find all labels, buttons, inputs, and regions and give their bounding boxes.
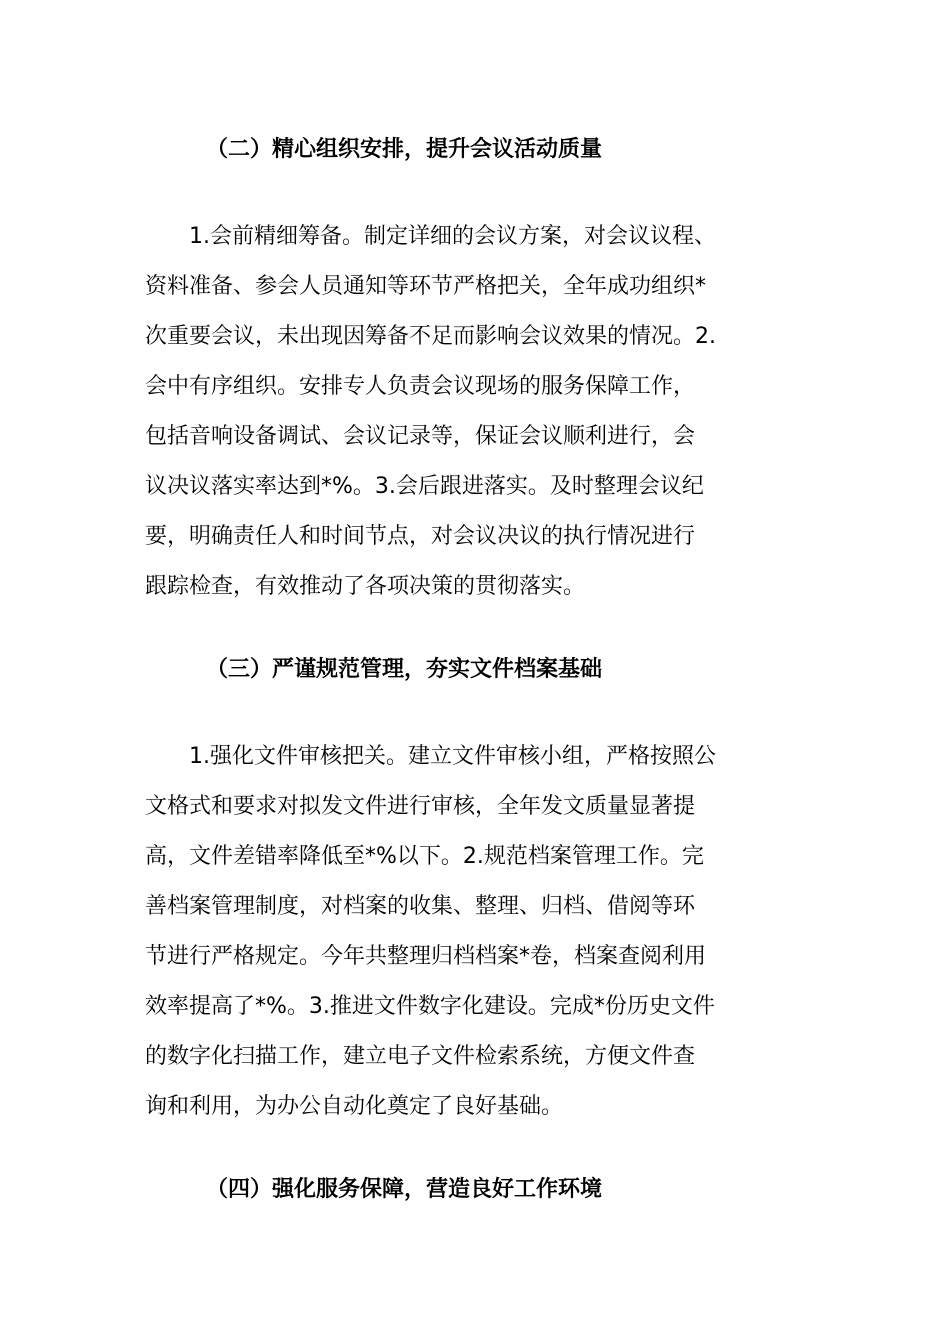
paragraph-line: 次重要会议，未出现因筹备不足而影响会议效果的情况。2. (145, 324, 716, 349)
section-paragraph-2 (145, 212, 716, 612)
paragraph-line: 节进行严格规定。今年共整理归档档案*卷，档案查阅利用 (145, 944, 707, 969)
paragraph-line: 文格式和要求对拟发文件进行审核，全年发文质量显著提 (145, 794, 696, 819)
paragraph-line: 1.强化文件审核把关。建立文件审核小组，严格按照公 (145, 744, 716, 769)
paragraph-line: 询和利用，为办公自动化奠定了良好基础。 (145, 1094, 564, 1119)
section-heading-2: （二）精心组织安排，提升会议活动质量 (206, 137, 603, 162)
paragraph-line: 会中有序组织。安排专人负责会议现场的服务保障工作， (145, 374, 696, 399)
paragraph-line: 要，明确责任人和时间节点，对会议决议的执行情况进行 (145, 524, 696, 549)
paragraph-line: 议决议落实率达到*%。3.会后跟进落实。及时整理会议纪 (145, 474, 704, 499)
paragraph-line: 的数字化扫描工作，建立电子文件检索系统，方便文件查 (145, 1044, 696, 1069)
paragraph-line: 善档案管理制度，对档案的收集、整理、归档、借阅等环 (145, 894, 696, 919)
paragraph-line: 高，文件差错率降低至*%以下。2.规范档案管理工作。完 (145, 844, 704, 869)
section-paragraph-3 (145, 732, 716, 1132)
paragraph-line: 资料准备、参会人员通知等环节严格把关，全年成功组织* (145, 274, 707, 299)
section-heading-3: （三）严谨规范管理，夯实文件档案基础 (206, 657, 603, 682)
paragraph-line: 跟踪检查，有效推动了各项决策的贯彻落实。 (145, 574, 586, 599)
paragraph-line: 包括音响设备调试、会议记录等，保证会议顺利进行，会 (145, 424, 696, 449)
section-heading-4: （四）强化服务保障，营造良好工作环境 (206, 1177, 603, 1202)
paragraph-line: 1.会前精细筹备。制定详细的会议方案，对会议议程、 (145, 224, 716, 249)
paragraph-line: 效率提高了*%。3.推进文件数字化建设。完成*份历史文件 (145, 994, 715, 1019)
